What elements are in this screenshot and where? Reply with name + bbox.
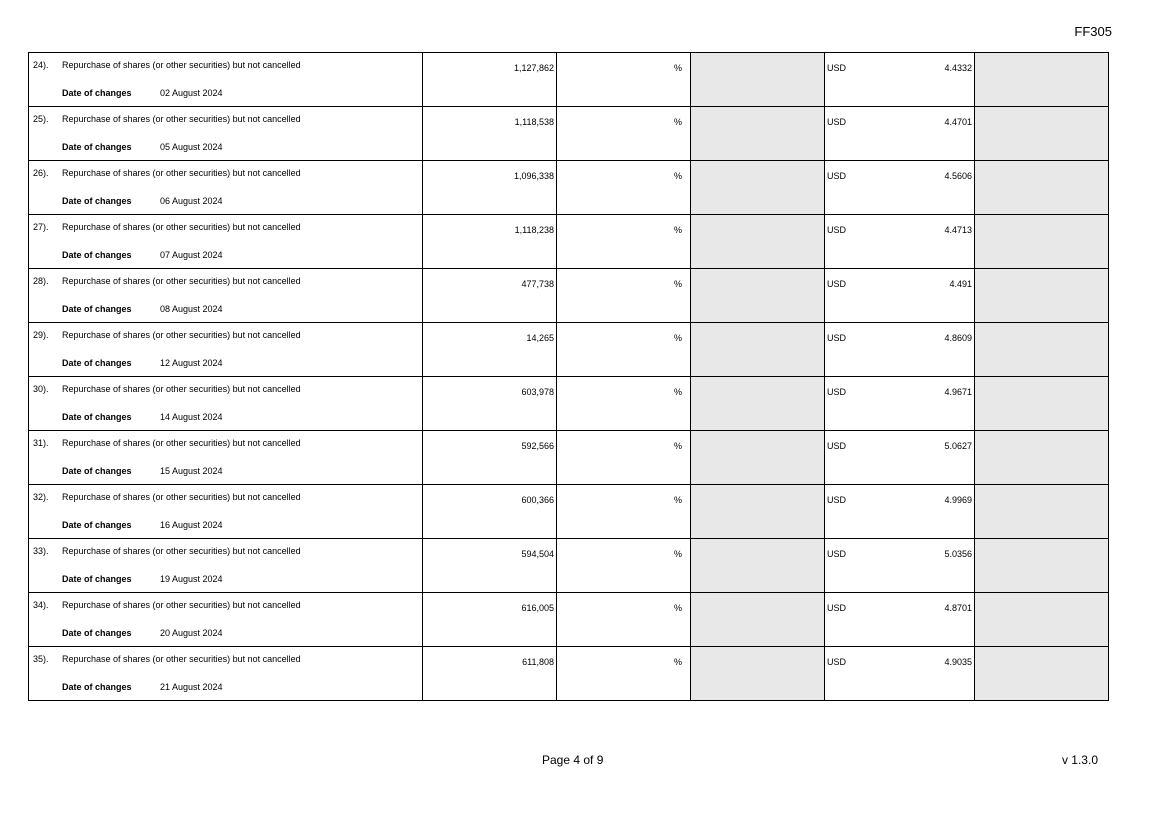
shaded-cell (975, 269, 1109, 323)
price-value: 4.8609 (944, 333, 972, 343)
table-row (29, 53, 1109, 107)
price-cell (825, 539, 975, 593)
percent-sign: % (673, 63, 682, 73)
number-cell (423, 431, 557, 485)
description-cell (29, 539, 423, 593)
date-value: 08 August 2024 (160, 304, 223, 314)
shaded-cell (975, 53, 1109, 107)
percent-sign: % (673, 225, 682, 235)
number-cell (423, 485, 557, 539)
row-description: Repurchase of shares (or other securities) but not cancelled (62, 60, 301, 70)
table-row (29, 323, 1109, 377)
version-label: v 1.3.0 (1061, 753, 1098, 767)
row-index: 25). (33, 114, 49, 124)
date-value: 16 August 2024 (160, 520, 223, 530)
percent-sign: % (673, 603, 682, 613)
table-row (29, 215, 1109, 269)
table-row (29, 161, 1109, 215)
currency-label: USD (827, 279, 847, 289)
description-cell (29, 323, 423, 377)
date-label: Date of changes (62, 520, 132, 530)
changes-table (28, 52, 1109, 701)
number-value: 594,504 (521, 549, 554, 559)
date-label: Date of changes (62, 142, 132, 152)
row-description: Repurchase of shares (or other securities) but not cancelled (62, 114, 301, 124)
percent-cell (557, 539, 691, 593)
currency-label: USD (827, 549, 847, 559)
number-cell (423, 53, 557, 107)
price-cell (825, 485, 975, 539)
percent-cell (557, 647, 691, 701)
percent-cell (557, 53, 691, 107)
row-description: Repurchase of shares (or other securities) but not cancelled (62, 168, 301, 178)
number-cell (423, 377, 557, 431)
number-value: 616,005 (521, 603, 554, 613)
currency-label: USD (827, 171, 847, 181)
date-label: Date of changes (62, 412, 132, 422)
table-row (29, 485, 1109, 539)
currency-label: USD (827, 657, 847, 667)
row-index: 24). (33, 60, 49, 70)
price-value: 4.8701 (944, 603, 972, 613)
number-cell (423, 269, 557, 323)
price-value: 4.4701 (944, 117, 972, 127)
percent-cell (557, 485, 691, 539)
shaded-cell (691, 485, 825, 539)
price-cell (825, 377, 975, 431)
number-value: 1,096,338 (513, 171, 554, 181)
shaded-cell (691, 593, 825, 647)
price-cell (825, 161, 975, 215)
row-index: 27). (33, 222, 49, 232)
row-description: Repurchase of shares (or other securities) but not cancelled (62, 276, 301, 286)
percent-sign: % (673, 333, 682, 343)
date-value: 21 August 2024 (160, 682, 223, 692)
price-value: 4.9035 (944, 657, 972, 667)
currency-label: USD (827, 495, 847, 505)
date-value: 06 August 2024 (160, 196, 223, 206)
table-row (29, 539, 1109, 593)
row-description: Repurchase of shares (or other securities) but not cancelled (62, 438, 301, 448)
row-index: 34). (33, 600, 49, 610)
row-index: 33). (33, 546, 49, 556)
number-cell (423, 161, 557, 215)
shaded-cell (975, 485, 1109, 539)
percent-cell (557, 215, 691, 269)
price-value: 4.491 (949, 279, 972, 289)
price-cell (825, 647, 975, 701)
number-value: 477,738 (521, 279, 554, 289)
row-description: Repurchase of shares (or other securities) but not cancelled (62, 222, 301, 232)
currency-label: USD (827, 63, 847, 73)
percent-sign: % (673, 117, 682, 127)
table-row (29, 431, 1109, 485)
price-value: 4.9671 (944, 387, 972, 397)
date-value: 14 August 2024 (160, 412, 223, 422)
date-label: Date of changes (62, 196, 132, 206)
row-index: 29). (33, 330, 49, 340)
percent-sign: % (673, 279, 682, 289)
percent-sign: % (673, 441, 682, 451)
description-cell (29, 431, 423, 485)
description-cell (29, 377, 423, 431)
number-value: 611,808 (522, 657, 554, 667)
percent-sign: % (673, 387, 682, 397)
percent-cell (557, 161, 691, 215)
shaded-cell (691, 377, 825, 431)
shaded-cell (975, 647, 1109, 701)
currency-label: USD (827, 603, 847, 613)
form-code: FF305 (1074, 24, 1112, 39)
price-cell (825, 269, 975, 323)
price-cell (825, 593, 975, 647)
row-description: Repurchase of shares (or other securities) but not cancelled (62, 600, 301, 610)
date-label: Date of changes (62, 574, 132, 584)
percent-sign: % (673, 657, 682, 667)
date-label: Date of changes (62, 628, 132, 638)
date-label: Date of changes (62, 682, 132, 692)
shaded-cell (691, 53, 825, 107)
shaded-cell (975, 215, 1109, 269)
date-label: Date of changes (62, 304, 132, 314)
row-index: 30). (33, 384, 49, 394)
number-value: 600,366 (521, 495, 554, 505)
number-value: 1,118,538 (514, 117, 554, 127)
percent-cell (557, 107, 691, 161)
page-number: Page 4 of 9 (542, 753, 604, 767)
price-value: 4.4332 (944, 63, 972, 73)
date-value: 15 August 2024 (160, 466, 223, 476)
date-value: 20 August 2024 (160, 628, 223, 638)
price-value: 5.0627 (944, 441, 972, 451)
description-cell (29, 215, 423, 269)
shaded-cell (691, 269, 825, 323)
changes-table-body (29, 53, 1109, 701)
number-cell (423, 539, 557, 593)
currency-label: USD (827, 387, 847, 397)
shaded-cell (975, 377, 1109, 431)
shaded-cell (975, 539, 1109, 593)
price-cell (825, 53, 975, 107)
date-value: 02 August 2024 (160, 88, 223, 98)
currency-label: USD (827, 117, 847, 127)
row-index: 32). (33, 492, 49, 502)
price-cell (825, 215, 975, 269)
shaded-cell (691, 215, 825, 269)
number-value: 14,265 (526, 333, 554, 343)
percent-cell (557, 431, 691, 485)
price-value: 5.0356 (944, 549, 972, 559)
shaded-cell (975, 593, 1109, 647)
table-row (29, 269, 1109, 323)
percent-sign: % (673, 495, 682, 505)
description-cell (29, 53, 423, 107)
number-cell (423, 215, 557, 269)
shaded-cell (975, 323, 1109, 377)
table-row (29, 593, 1109, 647)
date-value: 19 August 2024 (160, 574, 223, 584)
shaded-cell (691, 323, 825, 377)
percent-cell (557, 377, 691, 431)
shaded-cell (691, 647, 825, 701)
price-value: 4.9969 (944, 495, 972, 505)
description-cell (29, 269, 423, 323)
currency-label: USD (827, 333, 847, 343)
date-label: Date of changes (62, 466, 132, 476)
table-row (29, 107, 1109, 161)
row-index: 28). (33, 276, 49, 286)
date-label: Date of changes (62, 250, 132, 260)
number-cell (423, 323, 557, 377)
description-cell (29, 107, 423, 161)
description-cell (29, 647, 423, 701)
description-cell (29, 485, 423, 539)
date-value: 05 August 2024 (160, 142, 223, 152)
description-cell (29, 161, 423, 215)
row-description: Repurchase of shares (or other securities) but not cancelled (62, 384, 301, 394)
number-cell (423, 593, 557, 647)
table-row (29, 377, 1109, 431)
row-index: 35). (33, 654, 49, 664)
currency-label: USD (827, 441, 847, 451)
price-value: 4.4713 (944, 225, 972, 235)
shaded-cell (975, 431, 1109, 485)
percent-cell (557, 323, 691, 377)
row-description: Repurchase of shares (or other securities) but not cancelled (62, 654, 301, 664)
number-cell (423, 107, 557, 161)
shaded-cell (691, 431, 825, 485)
date-value: 12 August 2024 (160, 358, 223, 368)
number-value: 592,566 (521, 441, 554, 451)
currency-label: USD (827, 225, 847, 235)
price-value: 4.5606 (944, 171, 972, 181)
percent-cell (557, 593, 691, 647)
row-description: Repurchase of shares (or other securities) but not cancelled (62, 492, 301, 502)
number-value: 603,978 (521, 387, 554, 397)
shaded-cell (691, 161, 825, 215)
date-value: 07 August 2024 (160, 250, 223, 260)
shaded-cell (975, 161, 1109, 215)
price-cell (825, 323, 975, 377)
row-description: Repurchase of shares (or other securities) but not cancelled (62, 330, 301, 340)
percent-sign: % (673, 549, 682, 559)
percent-cell (557, 269, 691, 323)
shaded-cell (975, 107, 1109, 161)
number-value: 1,118,238 (514, 225, 554, 235)
price-cell (825, 431, 975, 485)
shaded-cell (691, 107, 825, 161)
number-value: 1,127,862 (513, 63, 554, 73)
percent-sign: % (673, 171, 682, 181)
table-row (29, 647, 1109, 701)
row-index: 26). (33, 168, 49, 178)
price-cell (825, 107, 975, 161)
date-label: Date of changes (62, 88, 132, 98)
number-cell (423, 647, 557, 701)
row-description: Repurchase of shares (or other securities) but not cancelled (62, 546, 301, 556)
row-index: 31). (33, 438, 49, 448)
shaded-cell (691, 539, 825, 593)
date-label: Date of changes (62, 358, 132, 368)
description-cell (29, 593, 423, 647)
